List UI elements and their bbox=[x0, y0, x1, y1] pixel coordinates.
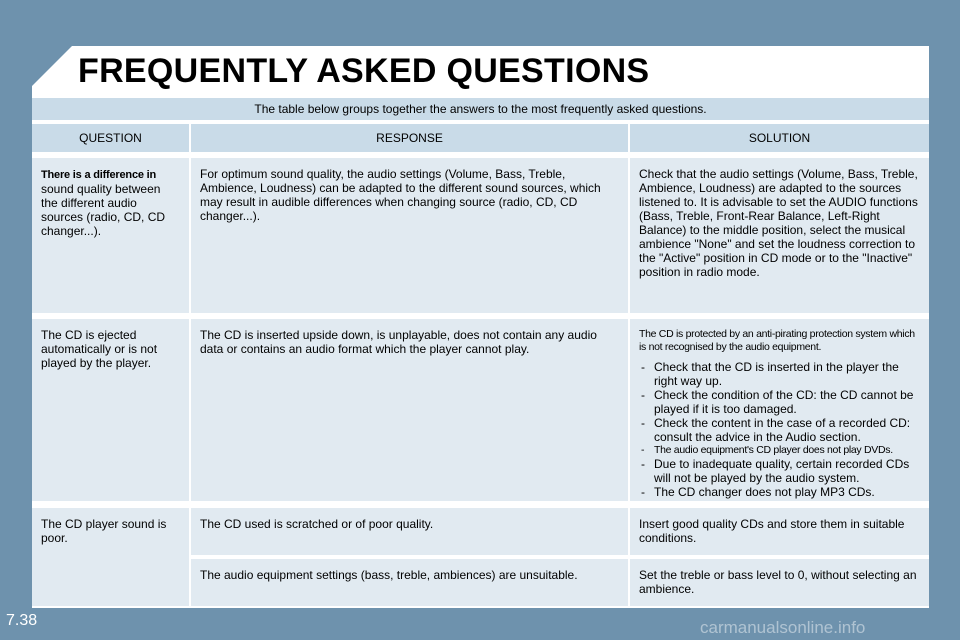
row1-solution: Check that the audio settings (Volume, Bass, Treble, Ambience, Loudness) are adapted to the sources listened to. It is advisable to set the AUDIO functions (Bass, Treble, Front-Rear Balance, Left-Right Balance) to the middle position, select the musical ambience "None" and set the loudness correction to the "Active" position in CD mode or to the "Inactive" position in radio mode. bbox=[630, 158, 929, 313]
list-item: - Check the content in the case of a recorded CD: consult the advice in the Audio section. bbox=[639, 416, 920, 444]
intro-banner: The table below groups together the answers to the most frequently asked questions. bbox=[32, 98, 929, 120]
row3-solution-1: Insert good quality CDs and store them in suitable conditions. bbox=[630, 508, 929, 555]
page-number: 7.38 bbox=[6, 612, 38, 629]
row3-solution-2: Set the treble or bass level to 0, without selecting an ambience. bbox=[630, 559, 929, 606]
watermark: carmanualsonline.info bbox=[700, 618, 866, 637]
row1-question-text: sound quality between the different audio sources (radio, CD, CD changer...). bbox=[41, 182, 166, 238]
row2-solution bbox=[630, 319, 929, 501]
row1-question bbox=[32, 158, 189, 313]
header-response: RESPONSE bbox=[191, 124, 628, 152]
row1-question-lead: There is a difference in bbox=[41, 169, 157, 181]
header-question: QUESTION bbox=[32, 124, 189, 152]
row2-solution-intro: The CD is protected by an anti-pirating protection system which is not recognised by the audio equipment. bbox=[639, 328, 915, 353]
header-solution: SOLUTION bbox=[630, 124, 929, 152]
list-item: - The CD changer does not play MP3 CDs. bbox=[639, 485, 920, 499]
row2-solution-list bbox=[639, 360, 920, 499]
list-item: - Check the condition of the CD: the CD cannot be played if it is too damaged. bbox=[639, 388, 920, 416]
row3-question: The CD player sound is poor. bbox=[32, 508, 189, 606]
row1-response: For optimum sound quality, the audio settings (Volume, Bass, Treble, Ambience, Loudness) can be adapted to the different sound sources, which may result in audible differences when changing source (radio, CD, CD changer...). bbox=[191, 158, 628, 313]
list-item: - Due to inadequate quality, certain recorded CDs will not be played by the audio system. bbox=[639, 457, 920, 485]
row3-response-2: The audio equipment settings (bass, treble, ambiences) are unsuitable. bbox=[191, 559, 628, 606]
list-item: - Check that the CD is inserted in the player the right way up. bbox=[639, 360, 920, 388]
row3-response-1: The CD used is scratched or of poor quality. bbox=[191, 508, 628, 555]
row2-question: The CD is ejected automatically or is not played by the player. bbox=[32, 319, 189, 501]
page-title: FREQUENTLY ASKED QUESTIONS bbox=[78, 52, 650, 90]
row2-response: The CD is inserted upside down, is unplayable, does not contain any audio data or contains an audio format which the player cannot play. bbox=[191, 319, 628, 501]
list-item: - The audio equipment's CD player does not play DVDs. bbox=[639, 444, 920, 457]
